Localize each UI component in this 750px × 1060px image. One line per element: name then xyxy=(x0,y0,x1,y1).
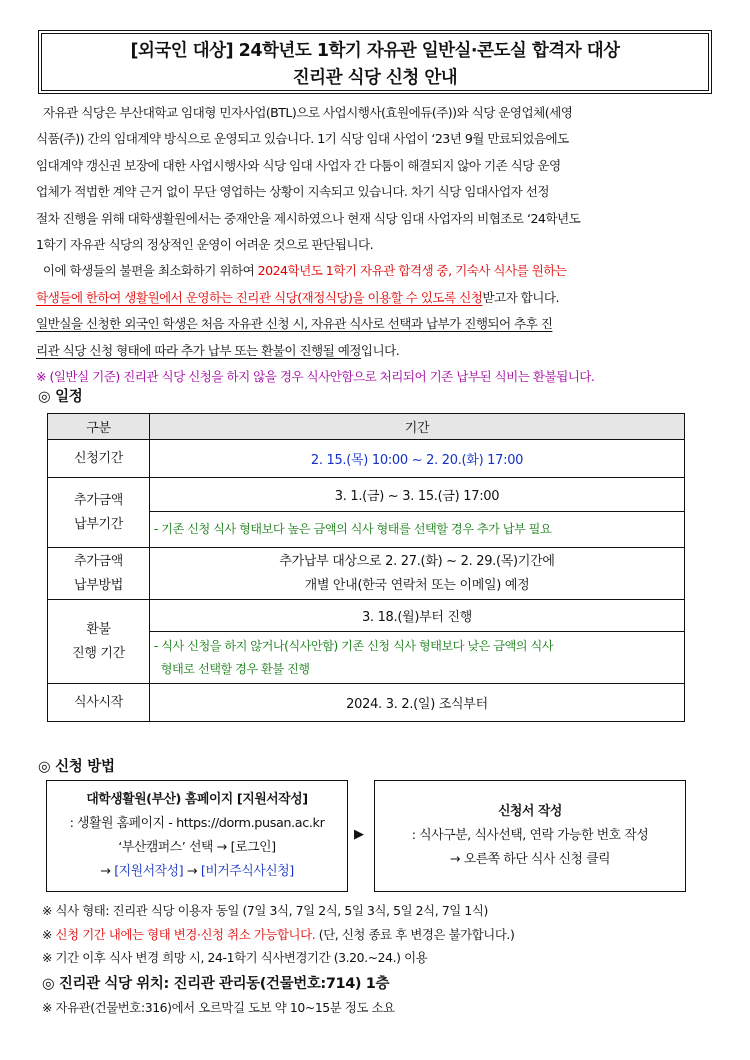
title-line-2: 진리관 식당 신청 안내 xyxy=(292,68,458,88)
row-note: - 식사 신청을 하지 않거나(식사안함) 기존 신청 식사 형태보다 낮은 금액의 식사 형태로 선택할 경우 환불 진행 xyxy=(150,632,685,684)
schedule-heading: ◎ 일정 xyxy=(38,389,83,405)
row-label: 환불 진행 기간 xyxy=(48,600,150,684)
highlight-red: 2024학년도 1학기 자유관 합격생 중, 기숙사 식사를 원하는 xyxy=(257,263,567,279)
note-change-cancel: ※ 신청 기간 내에는 형태 변경·신청 취소 가능합니다. (단, 신청 종료 후 변경은 불가합니다.) xyxy=(42,926,515,942)
note-change-period: ※ 기간 이후 식사 변경 희망 시, 24-1학기 식사변경기간 (3.20.~24.) 이용 xyxy=(42,950,428,965)
apply-form-link[interactable]: [지원서작성] xyxy=(114,864,184,879)
table-row xyxy=(48,600,685,632)
intro-para: 임대계약 갱신권 보장에 대한 사업시행사와 식당 임대 사업자 간 다툼이 해결되지 않아 기존 식당 운영 xyxy=(36,157,561,173)
homepage-url-line: : 생활원 홈페이지 - https://dorm.pusan.ac.kr xyxy=(69,816,325,831)
row-value: 3. 1.(금) ~ 3. 15.(금) 17:00 xyxy=(150,478,685,512)
row-label: 식사시작 xyxy=(48,684,150,722)
form-step-desc: : 식사구분, 식사선택, 연락 가능한 번호 작성 xyxy=(411,828,649,843)
highlight-red: 신청 기간 내에는 형태 변경·신청 취소 가능합니다. xyxy=(55,926,316,942)
table-row xyxy=(48,684,685,722)
intro-para: 리관 식당 신청 형태에 따라 추가 납부 또는 환불이 진행될 예정입니다. xyxy=(36,342,400,358)
form-step-action: → 오른쪽 하단 식사 신청 클릭 xyxy=(449,852,611,867)
notes-section xyxy=(42,899,514,1020)
col-header-category: 구분 xyxy=(48,414,150,440)
highlight-red-underline: 학생들에 한하여 생활원에서 운영하는 진리관 식당(재정식당)을 이용할 수 있도록 신청 xyxy=(36,289,483,305)
arrow-right-icon: ▶ xyxy=(354,827,364,842)
row-value: 추가납부 대상으로 2. 27.(화) ~ 2. 29.(목)기간에 개별 안내(한국 연락처 또는 이메일) 예정 xyxy=(150,548,685,600)
location-note: ※ 자유관(건물번호:316)에서 오르막길 도보 약 10~15분 정도 소요 xyxy=(42,1000,395,1015)
intro-para: 일반실을 신청한 외국인 학생은 처음 자유관 신청 시, 자유관 식사로 선택과 납부가 진행되어 추후 진 xyxy=(36,316,553,332)
schedule-table xyxy=(47,413,685,722)
campus-select-line: ‘부산캠퍼스’ 선택 → [로그인] xyxy=(118,840,276,855)
intro-para: 1학기 자유관 식당의 정상적인 운영이 어려운 것으로 판단됩니다. xyxy=(36,237,374,253)
row-label: 추가금액 납부방법 xyxy=(48,548,150,600)
table-row xyxy=(48,440,685,478)
homepage-step-box xyxy=(46,780,348,892)
intro-section xyxy=(36,100,716,390)
note-meal-types: ※ 식사 형태: 진리관 식당 이용자 동일 (7일 3식, 7일 2식, 5일 3식, 5일 2식, 7일 1식) xyxy=(42,903,488,918)
refund-notice: ※ (일반실 기준) 진리관 식당 신청을 하지 않을 경우 식사안함으로 처리되어 기존 납부된 식비는 환불됩니다. xyxy=(36,369,595,385)
intro-para: 학생들에 한하여 생활원에서 운영하는 진리관 식당(재정식당)을 이용할 수 있도록 신청받고자 합니다. xyxy=(36,289,559,305)
location-heading: ◎ 진리관 식당 위치: 진리관 관리동(건물번호:714) 1층 xyxy=(42,975,390,992)
table-header-row xyxy=(48,414,685,440)
intro-para: 절차 진행을 위해 대학생활원에서는 중재안을 제시하였으나 현재 식당 임대 사업자의 비협조로 ‘24학년도 xyxy=(36,210,581,226)
table-row xyxy=(48,478,685,512)
title-line-1: [외국인 대상] 24학년도 1학기 자유관 일반실·콘도실 합격자 대상 xyxy=(130,41,620,61)
row-label: 신청기간 xyxy=(48,440,150,478)
intro-para: 식품(주)) 간의 임대계약 방식으로 운영되고 있습니다. 1기 식당 임대 사업이 ‘23년 9월 만료되었음에도 xyxy=(36,131,569,147)
intro-para: 업체가 적법한 계약 근거 없이 무단 영업하는 상황이 지속되고 있습니다. 차기 식당 임대사업자 선정 xyxy=(36,184,549,200)
non-resident-meal-link[interactable]: [비거주식사신청] xyxy=(200,864,294,879)
intro-para: 이에 학생들의 불편을 최소화하기 위하여 2024학년도 1학기 자유관 합격생 중, 기숙사 식사를 원하는 xyxy=(42,263,567,279)
row-label: 추가금액 납부기간 xyxy=(48,478,150,548)
row-value: 2. 15.(목) 10:00 ~ 2. 20.(화) 17:00 xyxy=(150,440,685,478)
col-header-period: 기간 xyxy=(150,414,685,440)
row-value: 3. 18.(월)부터 진행 xyxy=(150,600,685,632)
method-heading: ◎ 신청 방법 xyxy=(38,759,115,775)
menu-path-line: → [지원서작성] → [비거주식사신청] xyxy=(100,864,294,879)
homepage-step-title: 대학생활원(부산) 홈페이지 [지원서작성] xyxy=(86,792,308,807)
row-value: 2024. 3. 2.(일) 조식부터 xyxy=(150,684,685,722)
table-row xyxy=(48,548,685,600)
form-step-title: 신청서 작성 xyxy=(498,804,562,819)
intro-para: 자유관 식당은 부산대학교 임대형 민자사업(BTL)으로 사업시행사(효원에듀(주))와 식당 운영업체(세영 xyxy=(42,105,573,120)
form-step-box xyxy=(374,780,686,892)
row-note: - 기존 신청 식사 형태보다 높은 금액의 식사 형태를 선택할 경우 추가 납부 필요 xyxy=(150,512,685,548)
title-box xyxy=(38,30,712,94)
